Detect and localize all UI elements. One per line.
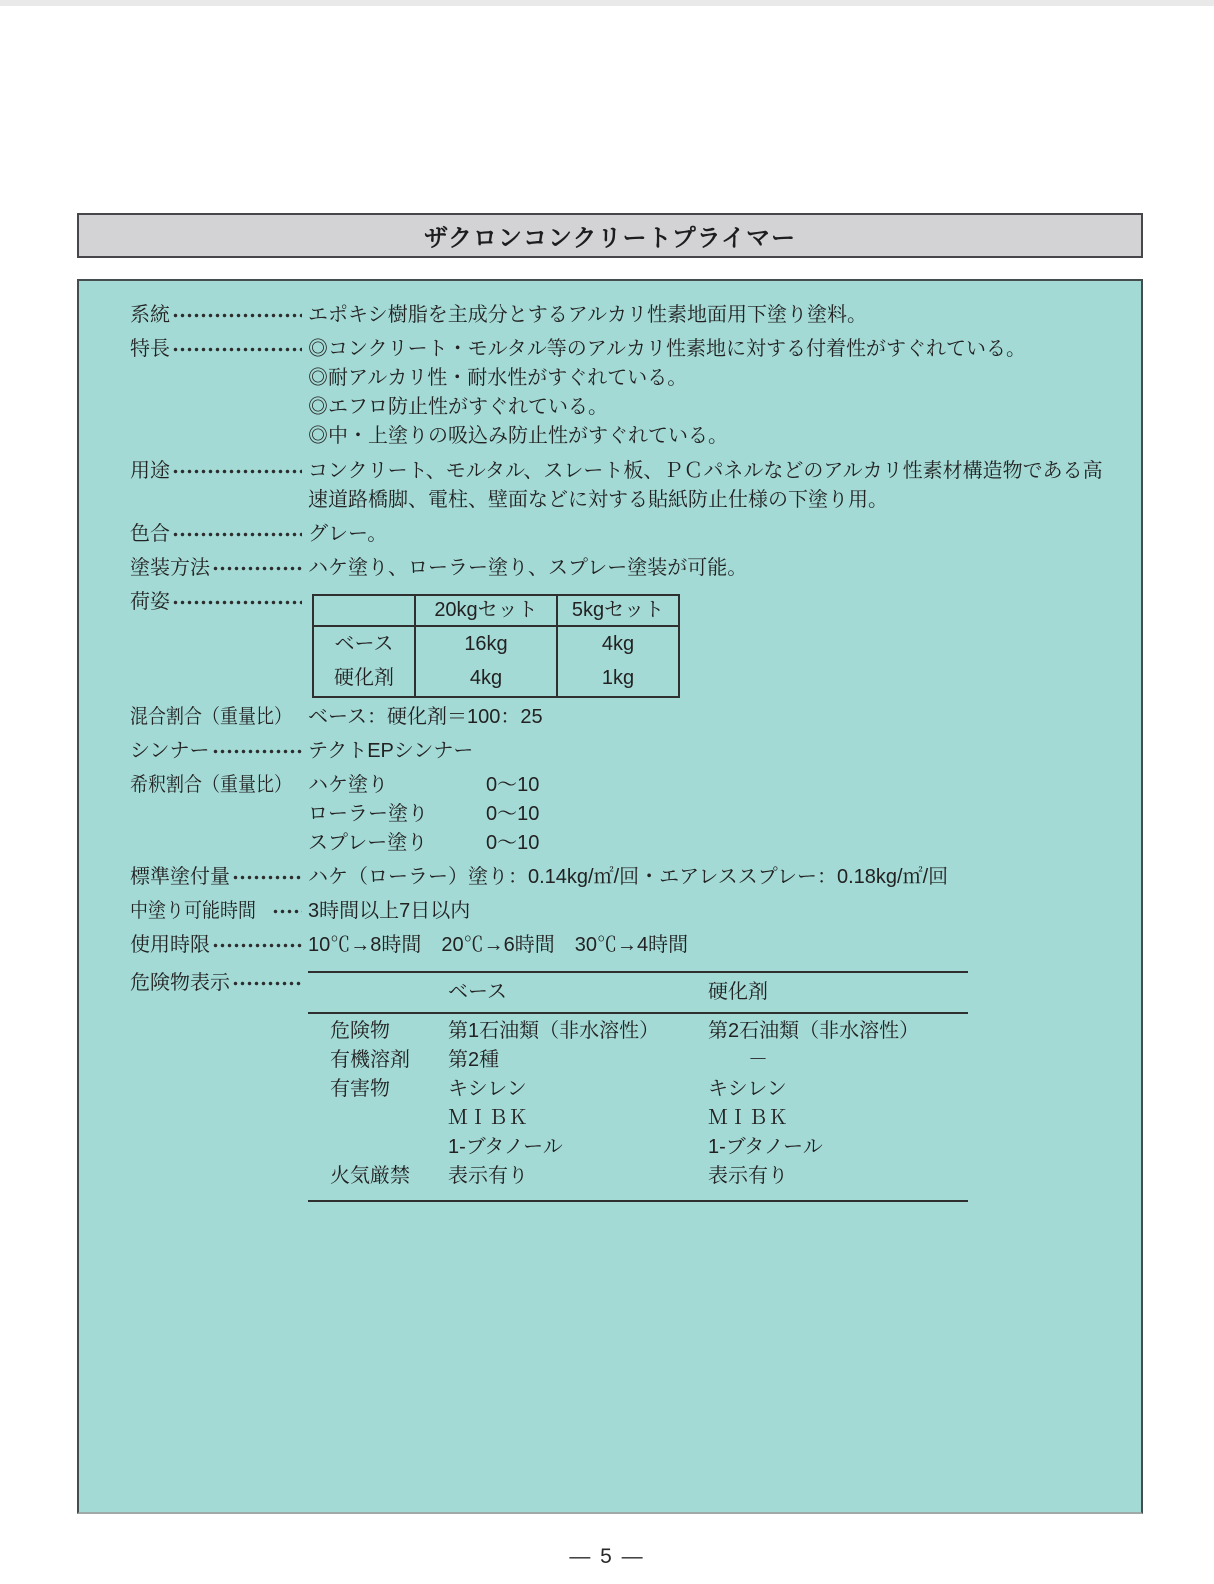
spec-value: テクトEPシンナー	[308, 740, 474, 762]
spec-row-dilution-ratio	[130, 771, 1115, 858]
hazard-table-body	[308, 1014, 968, 1202]
feature-item: ◎コンクリート・モルタル等のアルカリ性素地に対する付着性がすぐれている。	[308, 338, 1026, 360]
dilution-method: スプレー塗り	[308, 832, 428, 854]
dot-leader	[212, 554, 302, 583]
hazard-cell: 1-ブタノール	[448, 1136, 563, 1158]
hazard-row-header	[308, 1104, 448, 1133]
dilution-row	[308, 800, 1115, 829]
spec-row-color	[130, 520, 1115, 549]
hazard-cell: 第2石油類（非水溶性）	[708, 1020, 920, 1042]
packaging-row-header: ベース	[334, 632, 394, 655]
dot-leader	[272, 897, 302, 926]
dilution-range: 0〜10	[486, 803, 540, 825]
hazard-cell: 第1石油類（非水溶性）	[448, 1020, 660, 1042]
hazard-row	[308, 1046, 968, 1075]
spec-label: 中塗り可能時間	[130, 897, 308, 926]
spec-label: 色合	[130, 520, 308, 549]
spec-value: グレー。	[308, 523, 388, 545]
hazard-row-header: 有機溶剤	[330, 1049, 410, 1071]
dot-leader	[172, 457, 302, 486]
packaging-col-header: 20kgセット	[414, 596, 556, 627]
packaging-row-header: 硬化剤	[334, 667, 394, 689]
dilution-range: 0〜10	[486, 832, 540, 854]
spec-value: コンクリート、モルタル、スレート板、ＰＣパネルなどのアルカリ性素材構造物である高	[308, 460, 1103, 482]
spec-row-recoat-interval	[130, 897, 1115, 926]
spec-row-application-method	[130, 554, 1115, 583]
spec-row-hazard-labeling	[130, 969, 1115, 1202]
hazard-cell: ＭＩＢＫ	[448, 1107, 528, 1129]
dilution-range: 0〜10	[486, 774, 540, 796]
hazard-cell: キシレン	[448, 1078, 527, 1100]
page-number: — 5 —	[569, 1545, 645, 1568]
document-title: ザクロンコンクリートプライマー	[423, 225, 797, 252]
hazard-cell: 第2種	[448, 1049, 500, 1071]
dilution-method: ローラー塗り	[308, 803, 428, 825]
hazard-row	[308, 1162, 968, 1191]
spec-value: ベース：硬化剤＝100：25	[308, 706, 543, 728]
spec-value: ハケ（ローラー）塗り：0.14kg/㎡/回・エアレススプレー：0.18kg/㎡/回	[308, 866, 949, 888]
spec-row-system	[130, 301, 1115, 330]
packaging-cell: 4kg	[414, 661, 556, 696]
hazard-row	[308, 1017, 968, 1046]
hazard-cell: ＭＩＢＫ	[708, 1107, 788, 1129]
spec-row-pot-life	[130, 931, 1115, 960]
dilution-row	[308, 771, 1115, 800]
dot-leader	[172, 520, 302, 549]
spec-value: エポキシ樹脂を主成分とするアルカリ性素地面用下塗り塗料。	[308, 304, 867, 326]
dot-leader	[232, 863, 302, 892]
packaging-cell: 16kg	[414, 627, 556, 661]
spec-row-features	[130, 335, 1115, 451]
spec-label: 使用時限	[130, 931, 308, 960]
hazard-cell: 1-ブタノール	[708, 1136, 823, 1158]
spec-row-thinner	[130, 737, 1115, 766]
dot-leader	[212, 737, 303, 766]
feature-item: ◎耐アルカリ性・耐水性がすぐれている。	[308, 367, 688, 389]
hazard-row	[308, 1133, 968, 1162]
dot-leader	[212, 931, 302, 960]
feature-item: ◎エフロ防止性がすぐれている。	[308, 396, 608, 418]
hazard-cell: 表示有り	[448, 1165, 528, 1187]
feature-item: ◎中・上塗りの吸込み防止性がすぐれている。	[308, 425, 728, 447]
spec-value: 3時間以上7日以内	[308, 900, 471, 922]
hazard-row	[308, 1104, 968, 1133]
spec-row-packaging	[130, 588, 1115, 698]
hazard-table-header	[308, 971, 968, 1014]
hazard-row-header: 火気厳禁	[330, 1165, 410, 1187]
spec-label: 標準塗付量	[130, 863, 308, 892]
spec-value: 速道路橋脚、電柱、壁面などに対する貼紙防止仕様の下塗り用。	[308, 489, 888, 511]
hazard-cell: 表示有り	[708, 1165, 788, 1187]
dot-leader	[172, 301, 302, 330]
hazard-col-header: 硬化剤	[708, 981, 768, 1003]
packaging-table	[312, 594, 680, 698]
hazard-cell: －	[748, 1049, 768, 1071]
hazard-cell: キシレン	[708, 1078, 787, 1100]
hazard-col-header: ベース	[448, 981, 507, 1003]
dilution-method: ハケ塗り	[308, 774, 388, 796]
packaging-col-header: 5kgセット	[556, 596, 678, 627]
spec-row-use	[130, 457, 1115, 515]
spec-label: 希釈割合（重量比）	[130, 774, 292, 796]
hazard-corner	[308, 978, 448, 1007]
hazard-table	[308, 971, 968, 1202]
spec-sheet-panel	[77, 279, 1143, 1514]
dot-leader	[172, 588, 302, 617]
packaging-cell: 4kg	[556, 627, 678, 661]
packaging-cell: 1kg	[556, 661, 678, 696]
spec-label: 系統	[130, 301, 308, 330]
dilution-row	[308, 829, 1115, 858]
spec-label: シンナー	[130, 737, 308, 766]
hazard-row	[308, 1075, 968, 1104]
spec-value: ハケ塗り、ローラー塗り、スプレー塗装が可能。	[308, 557, 748, 579]
spec-label: 塗装方法	[130, 554, 308, 583]
dot-leader	[232, 969, 302, 998]
spec-label: 荷姿	[130, 588, 308, 617]
document-title-bar	[77, 213, 1143, 258]
hazard-row-header: 危険物	[330, 1020, 390, 1042]
spec-label: 用途	[130, 457, 308, 486]
spec-row-standard-coverage	[130, 863, 1115, 892]
hazard-row-header: 有害物	[330, 1078, 390, 1100]
spec-label: 混合割合（重量比）	[130, 706, 292, 728]
page-top-strip	[0, 0, 1214, 6]
hazard-row-header	[308, 1133, 448, 1162]
packaging-table-corner	[314, 596, 414, 627]
spec-row-mixing-ratio	[130, 703, 1115, 732]
dot-leader	[172, 335, 302, 364]
spec-label: 危険物表示	[130, 969, 308, 998]
spec-label: 特長	[130, 335, 308, 364]
spec-value: 10℃→8時間 20℃→6時間 30℃→4時間	[308, 934, 689, 956]
